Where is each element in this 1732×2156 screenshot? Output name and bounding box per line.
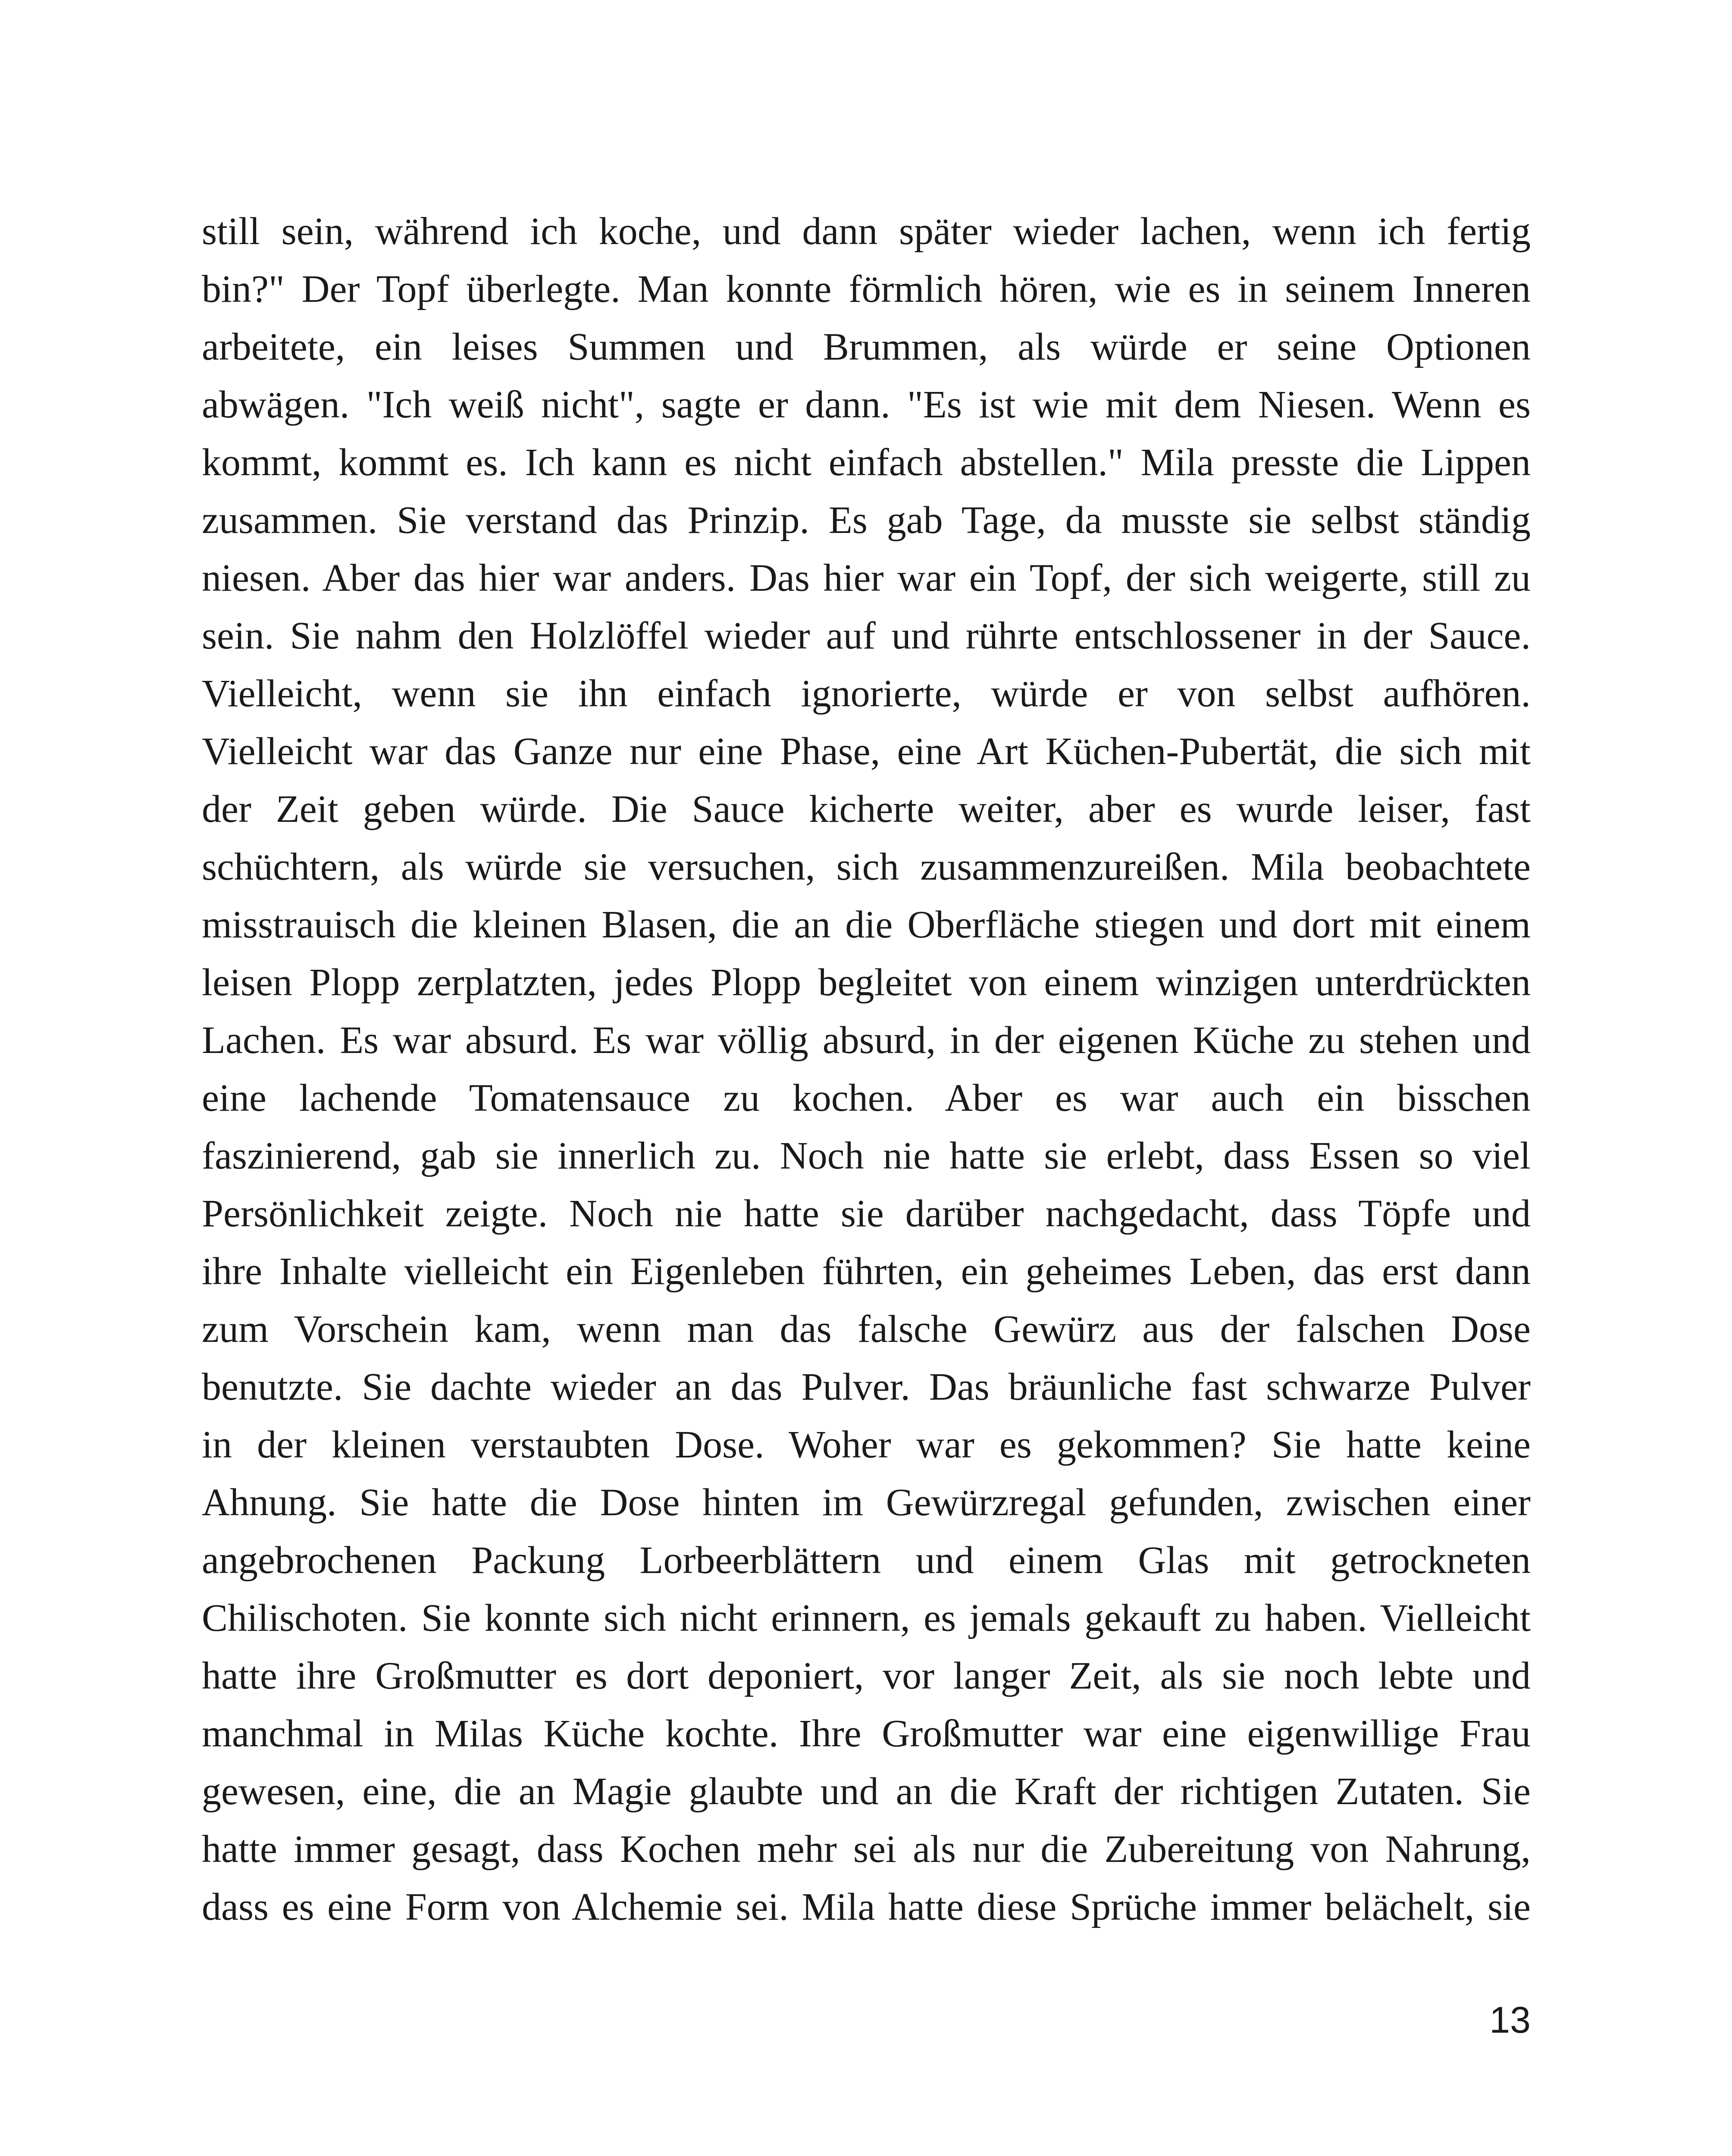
text-line: in der kleinen verstaubten Dose. Woher war es gekommen? Sie hatte keine: [202, 1423, 1531, 1466]
text-line: Vielleicht war das Ganze nur eine Phase, eine Art Küchen-Pubertät, die sich mit: [202, 730, 1531, 773]
text-line: misstrauisch die kleinen Blasen, die an die Oberfläche stiegen und dort mit einem: [202, 903, 1531, 946]
text-line: Ahnung. Sie hatte die Dose hinten im Gewürzregal gefunden, zwischen einer: [202, 1481, 1531, 1524]
text-line: benutzte. Sie dachte wieder an das Pulver. Das bräunliche fast schwarze Pulver: [202, 1366, 1531, 1408]
text-line: hatte ihre Großmutter es dort deponiert, vor langer Zeit, als sie noch lebte und: [202, 1655, 1531, 1697]
text-line: zusammen. Sie verstand das Prinzip. Es gab Tage, da musste sie selbst ständig: [202, 499, 1531, 542]
text-line: gewesen, eine, die an Magie glaubte und an die Kraft der richtigen Zutaten. Sie: [202, 1770, 1531, 1813]
text-line: faszinierend, gab sie innerlich zu. Noch nie hatte sie erlebt, dass Essen so viel: [202, 1134, 1531, 1177]
text-line: hatte immer gesagt, dass Kochen mehr sei als nur die Zubereitung von Nahrung,: [202, 1828, 1531, 1871]
text-line: Chilischoten. Sie konnte sich nicht erinnern, es jemals gekauft zu haben. Vielleicht: [202, 1597, 1531, 1639]
text-line: eine lachende Tomatensauce zu kochen. Aber es war auch ein bisschen: [202, 1077, 1531, 1119]
text-line: angebrochenen Packung Lorbeerblättern und einem Glas mit getrockneten: [202, 1539, 1531, 1582]
text-line: manchmal in Milas Küche kochte. Ihre Großmutter war eine eigenwillige Frau: [202, 1712, 1531, 1755]
text-line: arbeitete, ein leises Summen und Brummen, als würde er seine Optionen: [202, 326, 1531, 368]
text-line: dass es eine Form von Alchemie sei. Mila hatte diese Sprüche immer belächelt, sie: [202, 1886, 1531, 1928]
text-line: ihre Inhalte vielleicht ein Eigenleben führten, ein geheimes Leben, das erst dann: [202, 1250, 1531, 1293]
text-line: Persönlichkeit zeigte. Noch nie hatte sie darüber nachgedacht, dass Töpfe und: [202, 1192, 1531, 1235]
page-number: 13: [1489, 1999, 1531, 2041]
text-line: der Zeit geben würde. Die Sauce kicherte weiter, aber es wurde leiser, fast: [202, 788, 1531, 830]
text-line: abwägen. "Ich weiß nicht", sagte er dann. "Es ist wie mit dem Niesen. Wenn es: [202, 383, 1531, 426]
text-line: sein. Sie nahm den Holzlöffel wieder auf und rührte entschlossener in der Sauce.: [202, 614, 1531, 657]
text-line: schüchtern, als würde sie versuchen, sich zusammenzureißen. Mila beobachtete: [202, 846, 1531, 888]
text-line: leisen Plopp zerplatzten, jedes Plopp begleitet von einem winzigen unterdrückten: [202, 961, 1531, 1004]
text-line: zum Vorschein kam, wenn man das falsche Gewürz aus der falschen Dose: [202, 1308, 1531, 1351]
text-line: Vielleicht, wenn sie ihn einfach ignorierte, würde er von selbst aufhören.: [202, 672, 1531, 715]
text-line: niesen. Aber das hier war anders. Das hier war ein Topf, der sich weigerte, still zu: [202, 557, 1531, 599]
body-text: [202, 203, 1531, 1936]
text-line: still sein, während ich koche, und dann später wieder lachen, wenn ich fertig: [202, 210, 1531, 253]
text-line: kommt, kommt es. Ich kann es nicht einfach abstellen." Mila presste die Lippen: [202, 441, 1531, 484]
text-line: bin?" Der Topf überlegte. Man konnte förmlich hören, wie es in seinem Inneren: [202, 268, 1531, 310]
text-line: Lachen. Es war absurd. Es war völlig absurd, in der eigenen Küche zu stehen und: [202, 1019, 1531, 1062]
